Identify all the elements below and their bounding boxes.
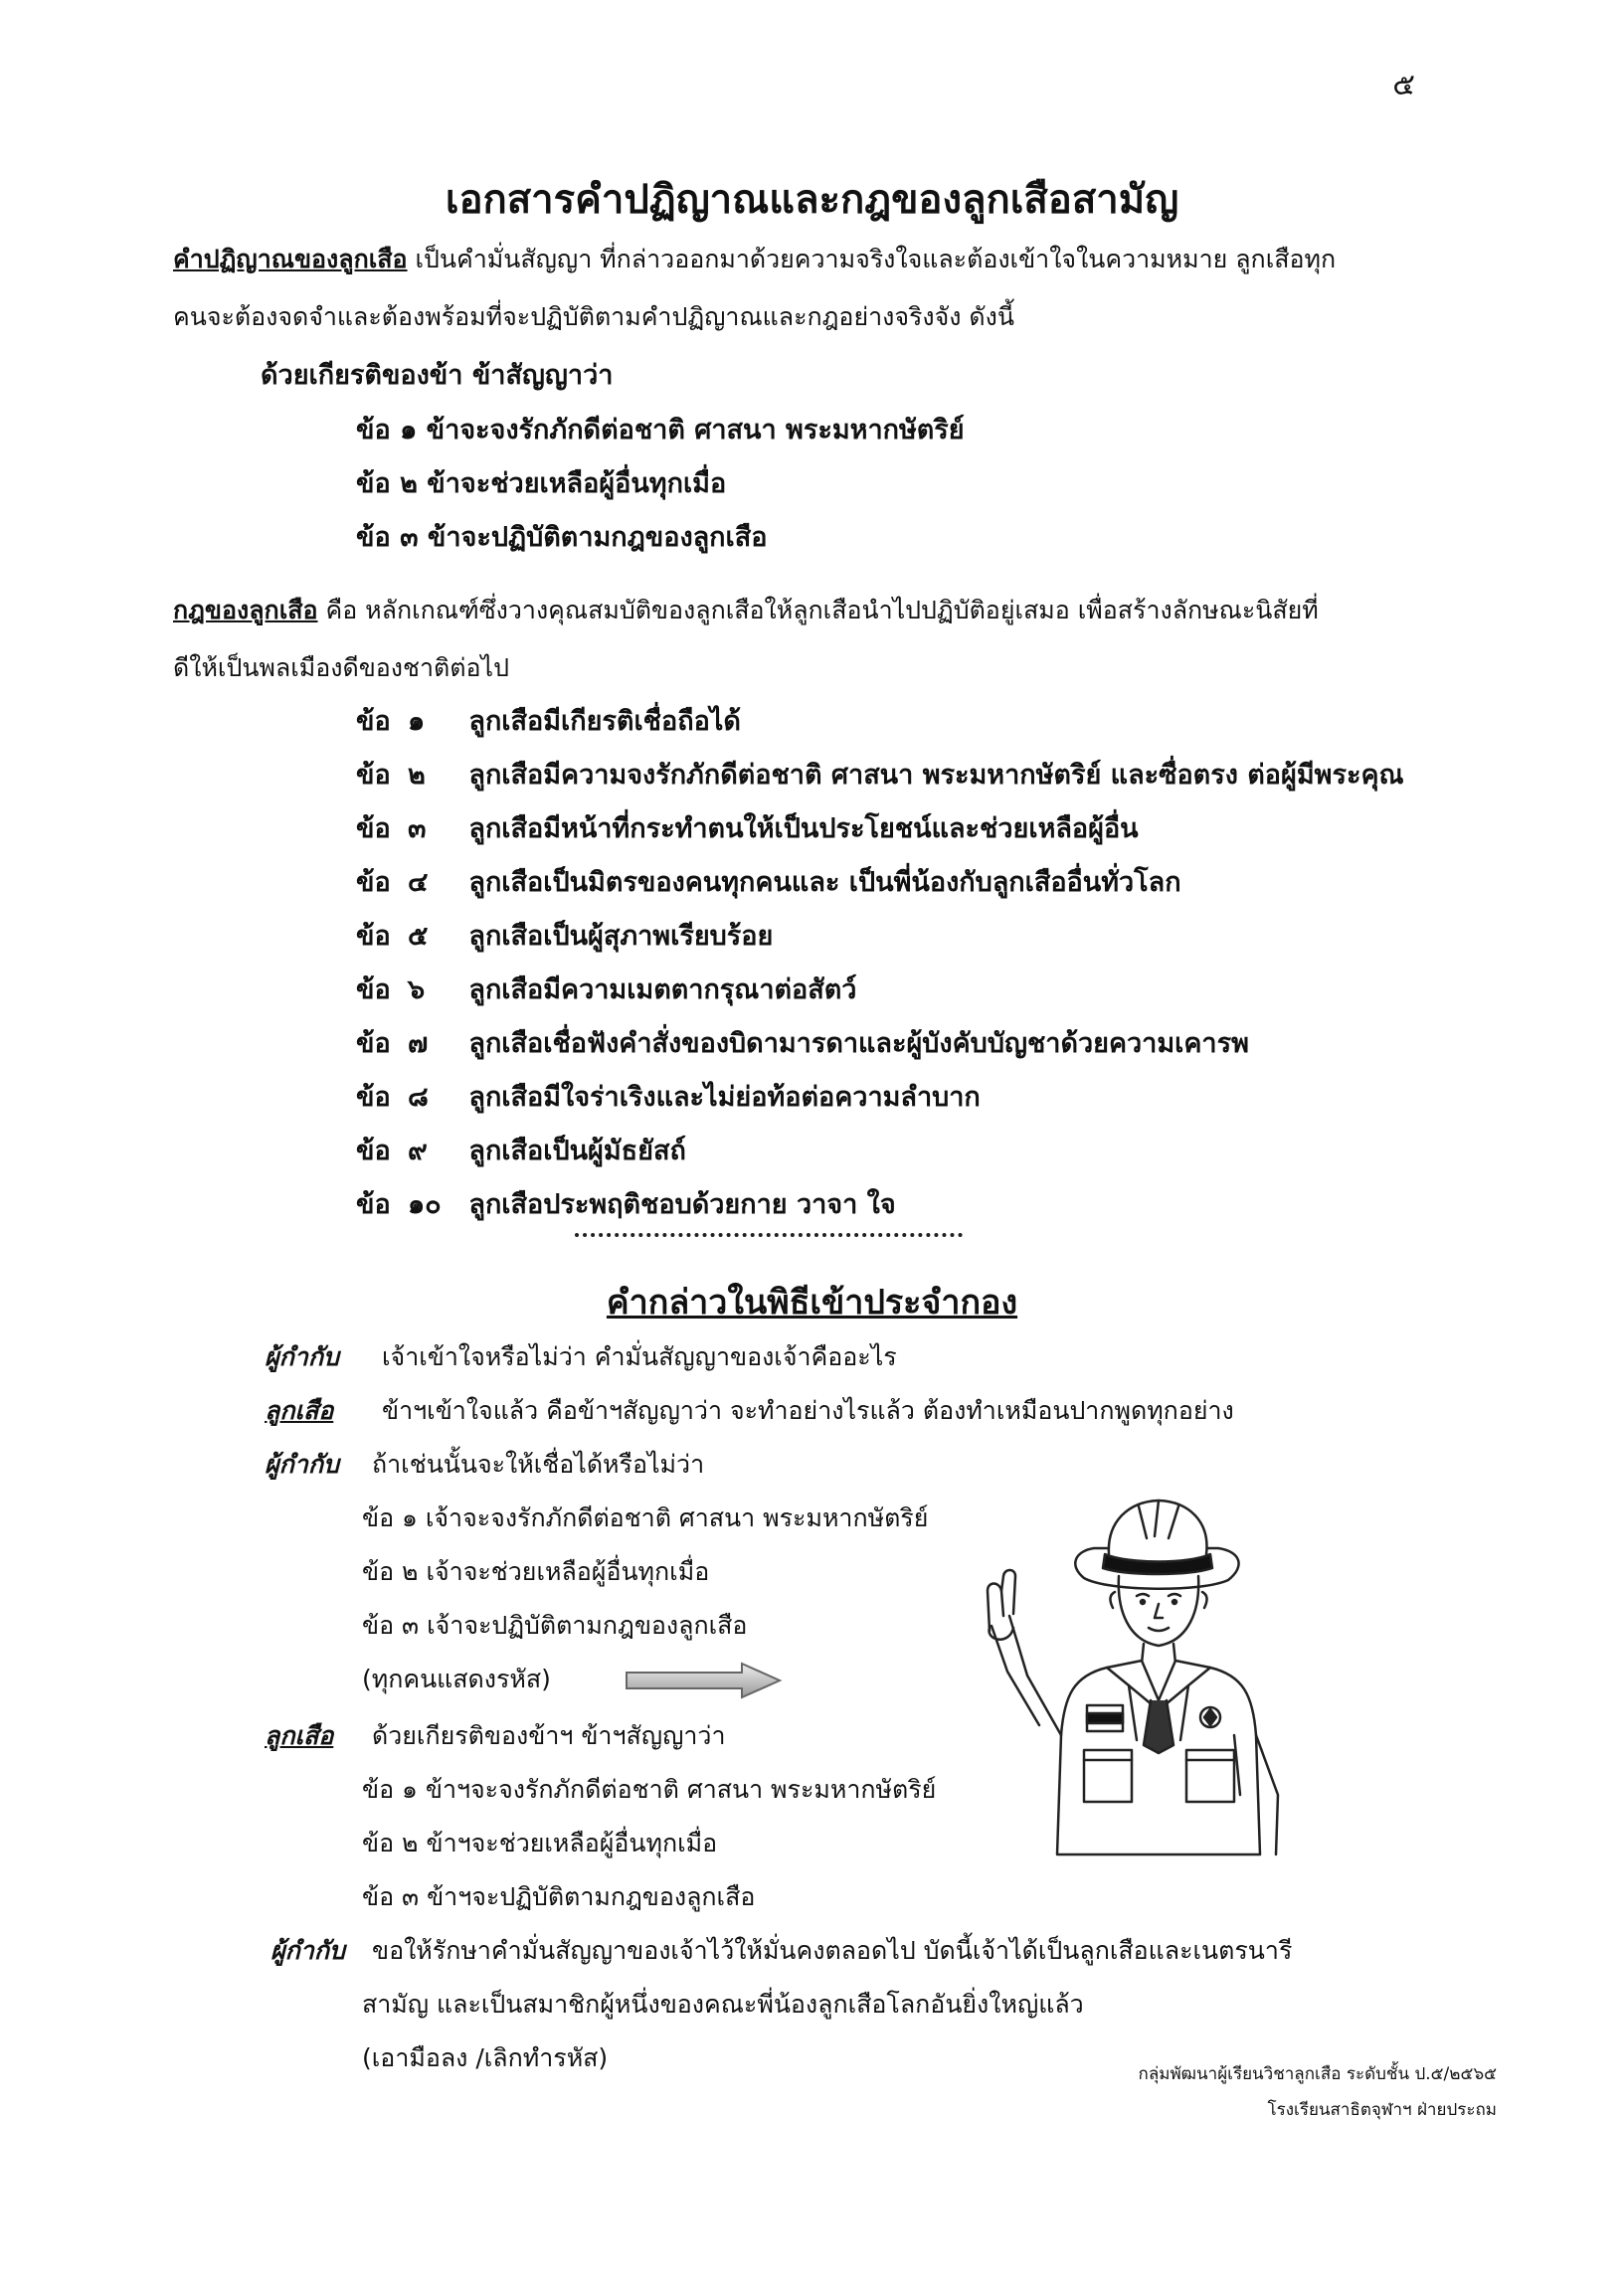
law-item-text: ลูกเสือเป็นผู้มัธยัสถ์	[468, 1136, 686, 1166]
q2-item-2: ข้อ ๒ เจ้าจะช่วยเหลือผู้อื่นทุกเมื่อ	[362, 1557, 710, 1586]
law-item	[356, 1021, 1249, 1064]
promise-heading: คำปฏิญาณของลูกเสือ	[173, 245, 408, 273]
law-item	[356, 806, 1139, 849]
law-item-number: ๘	[408, 1082, 429, 1113]
promise-intro-line1: เป็นคำมั่นสัญญา ที่กล่าวออกมาด้วยความจริงใจและต้องเข้าใจในความหมาย ลูกเสือทุก	[415, 245, 1337, 273]
q2-note: (ทุกคนแสดงรหัส)	[362, 1665, 551, 1693]
law-item	[356, 699, 741, 742]
a1-text: ข้าฯเข้าใจแล้ว คือข้าฯสัญญาว่า จะทำอย่างไรแล้ว ต้องทำเหมือนปากพูดทุกอย่าง	[382, 1396, 1234, 1425]
promise-item-2: ข้อ ๒ ข้าจะช่วยเหลือผู้อื่นทุกเมื่อ	[356, 468, 727, 499]
law-item-text: ลูกเสือมีเกียรติเชื่อถือได้	[468, 706, 741, 737]
a2-text: ด้วยเกียรติของข้าฯ ข้าฯสัญญาว่า	[372, 1721, 726, 1750]
promise-item-1: ข้อ ๑ ข้าจะจงรักภักดีต่อชาติ ศาสนา พระมหากษัตริย์	[356, 415, 965, 445]
dialog-closing	[271, 1931, 1292, 1971]
law-intro-line2: ดีให้เป็นพลเมืองดีของชาติต่อไป	[173, 653, 509, 682]
law-item-number: ๓	[408, 813, 427, 844]
closing-line1: ขอให้รักษาคำมั่นสัญญาของเจ้าไว้ให้มั่นคงตลอดไป บัดนี้เจ้าได้เป็นลูกเสือและเนตรนารี	[372, 1936, 1293, 1965]
law-item-label: ข้อ	[356, 706, 391, 737]
dialog-a2	[265, 1716, 725, 1756]
law-item	[356, 860, 1181, 903]
law-item-text: ลูกเสือเป็นมิตรของคนทุกคนและ เป็นพี่น้องกับลูกเสืออื่นทั่วโลก	[468, 867, 1181, 898]
law-item-text: ลูกเสือเป็นผู้สุภาพเรียบร้อย	[468, 921, 774, 952]
dialog-q2	[265, 1445, 704, 1485]
law-item	[356, 753, 1404, 795]
closing-line2: สามัญ และเป็นสมาชิกผู้หนึ่งของคณะพี่น้องลูกเสือโลกอันยิ่งใหญ่แล้ว	[362, 1990, 1084, 2019]
dotted-divider	[575, 1233, 963, 1237]
law-item-number: ๗	[408, 1028, 429, 1059]
law-item-label: ข้อ	[356, 1136, 391, 1166]
promise-opening: ด้วยเกียรติของข้า ข้าสัญญาว่า	[261, 360, 614, 391]
footer-line1: กลุ่มพัฒนาผู้เรียนวิชาลูกเสือ ระดับชั้น ป.๕/๒๕๖๕	[1138, 2064, 1497, 2084]
law-item-label: ข้อ	[356, 1082, 391, 1113]
leader-label: ผู้กำกับ	[265, 1450, 339, 1479]
q1-text: เจ้าเข้าใจหรือไม่ว่า คำมั่นสัญญาของเจ้าคืออะไร	[382, 1342, 897, 1371]
law-intro-line1: คือ หลักเกณฑ์ซึ่งวางคุณสมบัติของลูกเสือให้ลูกเสือนำไปปฏิบัติอยู่เสมอ เพื่อสร้างลักษณะนิสัยที่	[325, 596, 1319, 624]
law-item-label: ข้อ	[356, 921, 391, 952]
q2-text: ถ้าเช่นนั้นจะให้เชื่อได้หรือไม่ว่า	[372, 1450, 705, 1479]
law-item-label: ข้อ	[356, 760, 391, 791]
law-item-number: ๔	[408, 867, 429, 898]
right-arrow-icon	[625, 1661, 784, 1700]
law-item-text: ลูกเสือมีใจร่าเริงและไม่ย่อท้อต่อความลำบาก	[468, 1082, 981, 1113]
law-item-text: ลูกเสือมีความจงรักภักดีต่อชาติ ศาสนา พระมหากษัตริย์ และซื่อตรง ต่อผู้มีพระคุณ	[468, 760, 1404, 791]
law-item-text: ลูกเสือเชื่อฟังคำสั่งของบิดามารดาและผู้บังคับบัญชาด้วยความเคารพ	[468, 1028, 1249, 1059]
law-item-text: ลูกเสือมีหน้าที่กระทำตนให้เป็นประโยชน์และช่วยเหลือผู้อื่น	[468, 813, 1139, 844]
a2-item-2: ข้อ ๒ ข้าฯจะช่วยเหลือผู้อื่นทุกเมื่อ	[362, 1829, 718, 1857]
law-item-number: ๒	[408, 760, 426, 791]
law-intro	[173, 582, 1415, 697]
a2-item-3: ข้อ ๓ ข้าฯจะปฏิบัติตามกฎของลูกเสือ	[362, 1882, 756, 1911]
leader-label: ผู้กำกับ	[265, 1342, 339, 1371]
a2-item-1: ข้อ ๑ ข้าฯจะจงรักภักดีต่อชาติ ศาสนา พระมหากษัตริย์	[362, 1775, 937, 1804]
law-heading: กฎของลูกเสือ	[173, 596, 318, 624]
law-item-label: ข้อ	[356, 867, 391, 898]
page-title: เอกสารคำปฏิญาณและกฎของลูกเสือสามัญ	[445, 177, 1179, 223]
law-item-label: ข้อ	[356, 813, 391, 844]
scout-saluting-illustration	[980, 1497, 1298, 1874]
promise-intro-line2: คนจะต้องจดจำและต้องพร้อมที่จะปฏิบัติตามคำปฏิญาณและกฎอย่างจริงจัง ดังนี้	[173, 302, 1014, 331]
law-item-label: ข้อ	[356, 974, 391, 1005]
q2-item-1: ข้อ ๑ เจ้าจะจงรักภักดีต่อชาติ ศาสนา พระมหากษัตริย์	[362, 1503, 929, 1532]
footer-line2: โรงเรียนสาธิตจุฬาฯ ฝ่ายประถม	[1267, 2100, 1497, 2120]
q2-item-3: ข้อ ๓ เจ้าจะปฏิบัติตามกฎของลูกเสือ	[362, 1611, 748, 1640]
law-item	[356, 914, 773, 957]
law-item	[356, 1075, 981, 1118]
ceremony-title-text: คำกล่าวในพิธีเข้าประจำกอง	[606, 1283, 1018, 1323]
law-item-number: ๖	[408, 974, 426, 1005]
ceremony-title	[0, 1275, 1624, 1328]
scout-label: ลูกเสือ	[265, 1721, 334, 1750]
law-item	[356, 968, 856, 1010]
law-item-number: ๑๐	[408, 1189, 442, 1220]
promise-item-3: ข้อ ๓ ข้าจะปฏิบัติตามกฎของลูกเสือ	[356, 522, 768, 553]
law-item	[356, 1182, 896, 1225]
law-item-number: ๙	[408, 1136, 428, 1166]
law-item	[356, 1129, 686, 1171]
promise-intro	[173, 231, 1415, 346]
law-item-number: ๑	[408, 706, 426, 737]
dialog-a1	[265, 1391, 1234, 1431]
dialog-q1	[265, 1337, 897, 1377]
closing-note: (เอามือลง /เลิกทำรหัส)	[362, 2043, 609, 2072]
page-number: ๕	[1392, 68, 1415, 102]
law-item-text: ลูกเสือมีความเมตตากรุณาต่อสัตว์	[468, 974, 857, 1005]
leader-label: ผู้กำกับ	[271, 1936, 345, 1965]
law-item-number: ๕	[408, 921, 429, 952]
law-item-text: ลูกเสือประพฤติชอบด้วยกาย วาจา ใจ	[468, 1189, 896, 1220]
law-item-label: ข้อ	[356, 1028, 391, 1059]
scout-label: ลูกเสือ	[265, 1396, 334, 1425]
law-item-label: ข้อ	[356, 1189, 391, 1220]
